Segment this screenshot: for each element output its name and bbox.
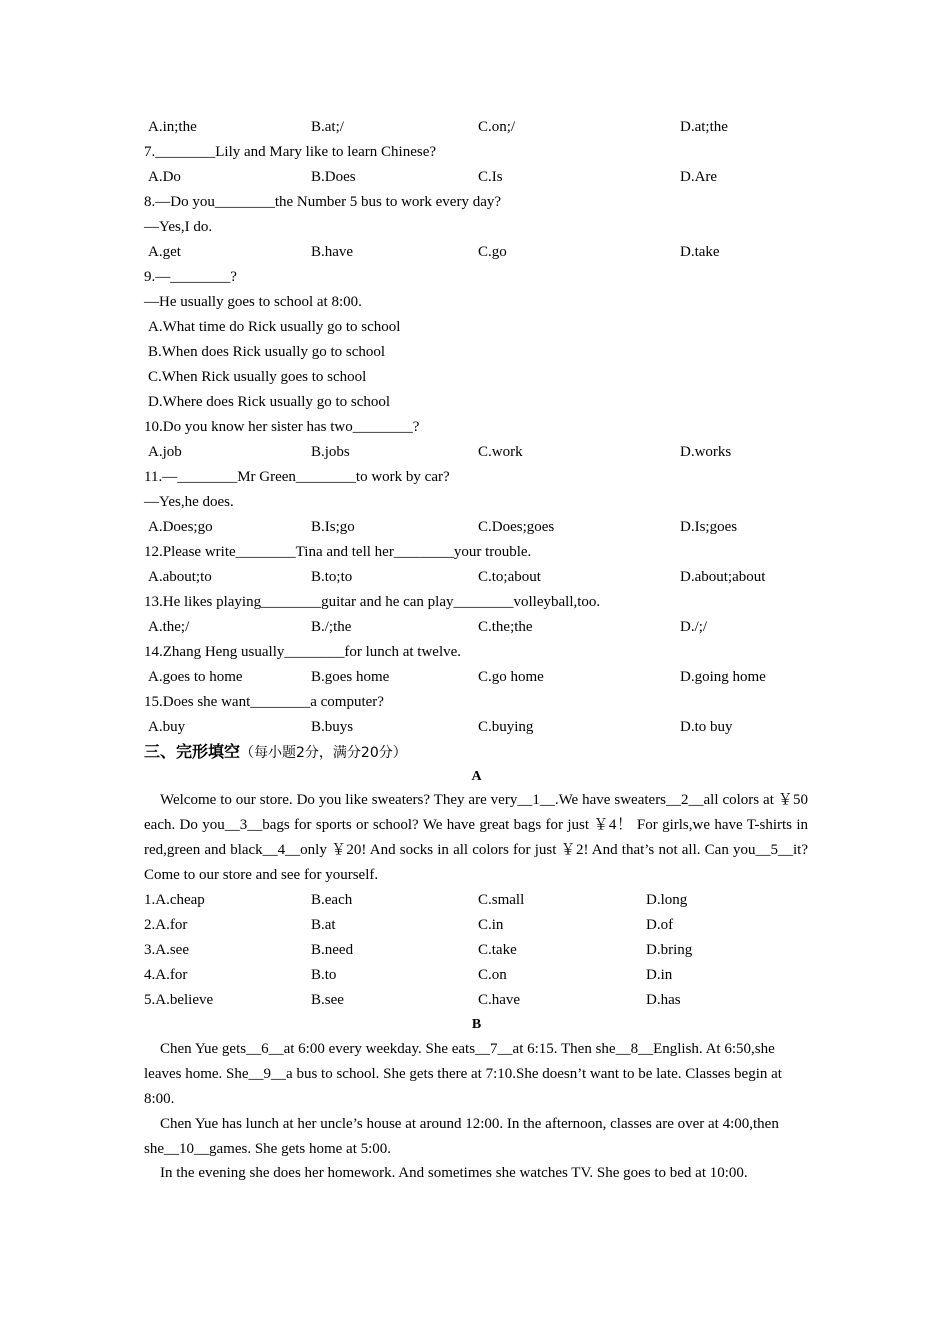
q7-option-a: A.Do <box>148 169 181 185</box>
q9-option-a: A.What time do Rick usually go to school <box>148 319 401 335</box>
q11-reply: —Yes,he does. <box>144 494 234 510</box>
cloze-q5-c: C.have <box>478 992 521 1008</box>
cloze-q1 <box>144 888 809 913</box>
q10-options <box>144 440 809 465</box>
cloze-q1-a: 1.A.cheap <box>144 892 205 908</box>
q8-option-a: A.get <box>148 244 181 260</box>
q10-option-d: D.works <box>680 444 732 460</box>
section-heading <box>144 739 809 764</box>
q7-option-d: D.Are <box>680 169 718 185</box>
q7-option-b: B.Does <box>311 169 356 185</box>
q14-option-a: A.goes to home <box>148 669 243 685</box>
q7-options <box>144 165 809 190</box>
q6-option-c: C.on;/ <box>478 119 516 135</box>
passage-b-paragraph-2: Chen Yue has lunch at her uncle’s house at around 12:00. In the afternoon, classes are over at 4:00,then she__10__games. She gets home at 5:00. <box>144 1116 779 1157</box>
passage-b-label: B <box>471 1017 482 1032</box>
q12-options <box>144 565 809 590</box>
q11-options <box>144 515 809 540</box>
q8-option-d: D.take <box>680 244 720 260</box>
q15-option-c: C.buying <box>478 719 534 735</box>
q8-stem: 8.—Do you________the Number 5 bus to work every day? <box>144 194 502 210</box>
cloze-q3-d: D.bring <box>646 942 693 958</box>
q11-option-d: D.Is;goes <box>680 519 738 535</box>
cloze-q4-d: D.in <box>646 967 673 983</box>
q12-stem: 12.Please write________Tina and tell her________your trouble. <box>144 544 532 560</box>
q6-option-a: A.in;the <box>148 119 197 135</box>
cloze-q3-a: 3.A.see <box>144 942 189 958</box>
cloze-q5-b: B.see <box>311 992 344 1008</box>
q11-option-b: B.Is;go <box>311 519 355 535</box>
q15-option-a: A.buy <box>148 719 186 735</box>
q10-option-c: C.work <box>478 444 523 460</box>
q13-option-d: D./;/ <box>680 619 708 635</box>
cloze-q5-d: D.has <box>646 992 681 1008</box>
q15-option-b: B.buys <box>311 719 354 735</box>
cloze-q3 <box>144 938 809 963</box>
q9-reply: —He usually goes to school at 8:00. <box>144 294 362 310</box>
passage-a-text: Welcome to our store. Do you like sweaters? They are very__1__.We have sweaters__2__all colors at ￥50 each. Do you__3__bags for sports or school? We have great bags for just ￥4！ For girls,we have T-shirts in red,green and black__4__only ￥20! And socks in all colors for just ￥2! And that’s not all. Can you__5__it?Come to our store and see for yourself. <box>144 792 808 883</box>
q9-option-c: C.When Rick usually goes to school <box>148 369 367 385</box>
cloze-q3-b: B.need <box>311 942 354 958</box>
passage-b-paragraph-1: Chen Yue gets__6__at 6:00 every weekday. She eats__7__at 6:15. Then she__8__English. At 6:50,she leaves home. She__9__a bus to school. She gets there at 7:10.She doesn’t want to be late. Classes begin at 8:00. <box>144 1041 782 1107</box>
q12-option-b: B.to;to <box>311 569 353 585</box>
q12-option-a: A.about;to <box>148 569 212 585</box>
cloze-q4-a: 4.A.for <box>144 967 188 983</box>
q10-stem: 10.Do you know her sister has two________? <box>144 419 420 435</box>
cloze-q1-d: D.long <box>646 892 688 908</box>
q8-options <box>144 240 809 265</box>
q14-stem: 14.Zhang Heng usually________for lunch at twelve. <box>144 644 462 660</box>
cloze-q1-b: B.each <box>311 892 353 908</box>
q8-option-c: C.go <box>478 244 507 260</box>
q11-option-c: C.Does;goes <box>478 519 555 535</box>
cloze-q4-b: B.to <box>311 967 337 983</box>
q14-options <box>144 665 809 690</box>
cloze-q2-b: B.at <box>311 917 336 933</box>
q15-option-d: D.to buy <box>680 719 733 735</box>
q7-option-c: C.Is <box>478 169 503 185</box>
q12-option-c: C.to;about <box>478 569 541 585</box>
passage-a-label: A <box>471 769 482 784</box>
q10-option-b: B.jobs <box>311 444 350 460</box>
q9-stem: 9.—________? <box>144 269 237 285</box>
cloze-q2-c: C.in <box>478 917 504 933</box>
cloze-q4 <box>144 963 809 988</box>
q14-option-b: B.goes home <box>311 669 390 685</box>
q15-options <box>144 715 809 740</box>
q14-option-d: D.going home <box>680 669 766 685</box>
q6-option-d: D.at;the <box>680 119 728 135</box>
q12-option-d: D.about;about <box>680 569 766 585</box>
q6-option-b: B.at;/ <box>311 119 344 135</box>
section-note: （每小题2分，满分20分） <box>240 745 407 761</box>
cloze-q2 <box>144 913 809 938</box>
cloze-q3-c: C.take <box>478 942 517 958</box>
q11-option-a: A.Does;go <box>148 519 213 535</box>
cloze-q2-a: 2.A.for <box>144 917 188 933</box>
q13-options <box>144 615 809 640</box>
q13-option-b: B./;the <box>311 619 352 635</box>
cloze-q5 <box>144 988 809 1013</box>
q7-stem: 7.________Lily and Mary like to learn Chinese? <box>144 144 437 160</box>
q11-stem: 11.—________Mr Green________to work by car? <box>144 469 450 485</box>
passage-b-paragraph-3: In the evening she does her homework. And sometimes she watches TV. She goes to bed at 10:00. <box>160 1165 748 1181</box>
q13-option-c: C.the;the <box>478 619 533 635</box>
q9-option-b: B.When does Rick usually go to school <box>148 344 386 360</box>
q14-option-c: C.go home <box>478 669 544 685</box>
q15-stem: 15.Does she want________a computer? <box>144 694 384 710</box>
q9-option-d: D.Where does Rick usually go to school <box>148 394 391 410</box>
cloze-q1-c: C.small <box>478 892 525 908</box>
q8-option-b: B.have <box>311 244 354 260</box>
q6-options <box>144 115 809 140</box>
q13-stem: 13.He likes playing________guitar and he can play________volleyball,too. <box>144 594 601 610</box>
cloze-q4-c: C.on <box>478 967 507 983</box>
q8-reply: —Yes,I do. <box>144 219 213 235</box>
q13-option-a: A.the;/ <box>148 619 190 635</box>
cloze-q2-d: D.of <box>646 917 674 933</box>
q10-option-a: A.job <box>148 444 182 460</box>
section-title: 三、完形填空 <box>144 742 241 761</box>
cloze-q5-a: 5.A.believe <box>144 992 214 1008</box>
